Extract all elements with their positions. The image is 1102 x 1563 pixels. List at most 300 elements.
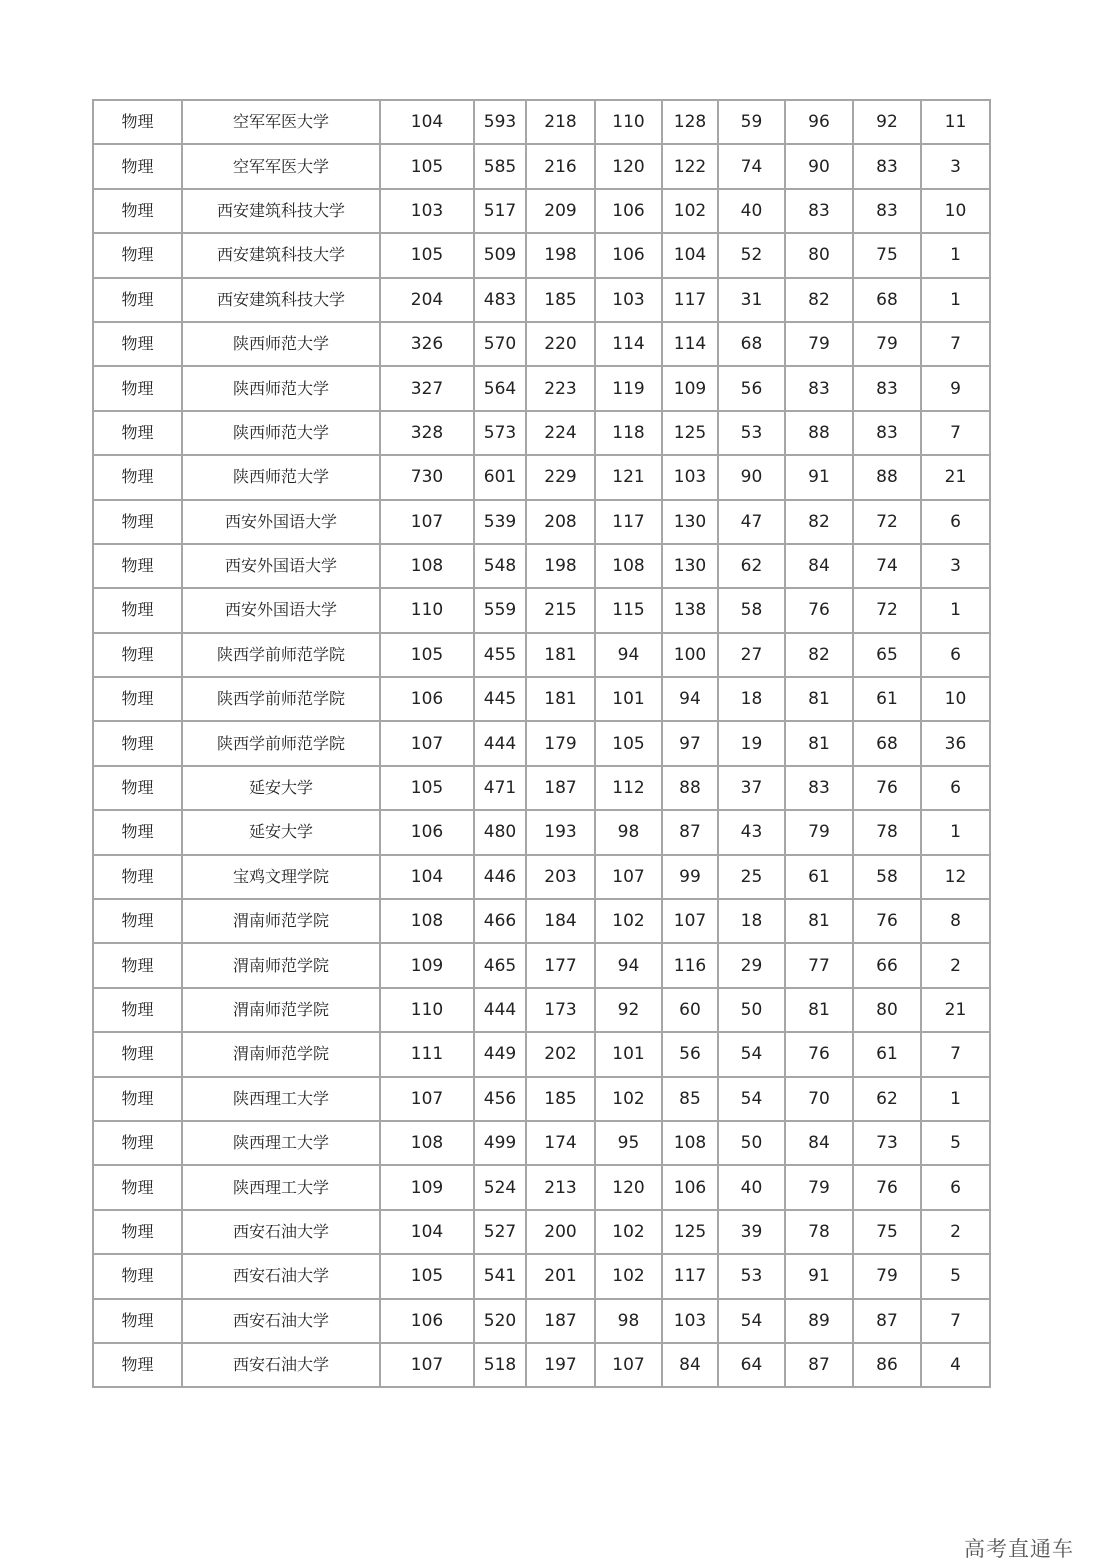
table-row [93, 322, 990, 366]
school-cell: 陕西学前师范学院 [182, 633, 380, 677]
school-cell: 陕西师范大学 [182, 366, 380, 410]
col-10-cell: 72 [853, 500, 921, 544]
table-row [93, 1343, 990, 1387]
table-row [93, 544, 990, 588]
col-7-cell: 117 [662, 1254, 718, 1298]
score-cell: 520 [474, 1299, 526, 1343]
col-8-cell: 18 [718, 899, 785, 943]
table-row [93, 677, 990, 721]
score-cell: 471 [474, 766, 526, 810]
col-6-cell: 106 [595, 233, 662, 277]
count-cell: 6 [921, 633, 990, 677]
subject-cell: 物理 [93, 189, 182, 233]
col-8-cell: 62 [718, 544, 785, 588]
col-7-cell: 125 [662, 411, 718, 455]
major-group-code-cell: 109 [380, 943, 474, 987]
col-8-cell: 54 [718, 1032, 785, 1076]
table-row [93, 100, 990, 144]
col-7-cell: 106 [662, 1165, 718, 1209]
col-5-cell: 213 [526, 1165, 595, 1209]
table-row [93, 233, 990, 277]
col-5-cell: 187 [526, 766, 595, 810]
col-10-cell: 76 [853, 766, 921, 810]
major-group-code-cell: 327 [380, 366, 474, 410]
score-cell: 601 [474, 455, 526, 499]
col-10-cell: 65 [853, 633, 921, 677]
table-row [93, 500, 990, 544]
col-10-cell: 79 [853, 1254, 921, 1298]
col-5-cell: 224 [526, 411, 595, 455]
col-5-cell: 184 [526, 899, 595, 943]
subject-cell: 物理 [93, 677, 182, 721]
score-cell: 480 [474, 810, 526, 854]
col-7-cell: 116 [662, 943, 718, 987]
table-row [93, 1210, 990, 1254]
col-6-cell: 108 [595, 544, 662, 588]
col-6-cell: 95 [595, 1121, 662, 1165]
count-cell: 5 [921, 1121, 990, 1165]
col-8-cell: 58 [718, 588, 785, 632]
col-9-cell: 88 [785, 411, 853, 455]
table-row [93, 810, 990, 854]
col-7-cell: 125 [662, 1210, 718, 1254]
col-10-cell: 73 [853, 1121, 921, 1165]
count-cell: 1 [921, 1077, 990, 1121]
table-row [93, 366, 990, 410]
school-cell: 西安石油大学 [182, 1343, 380, 1387]
watermark-text: 高考直通车 [964, 1537, 1074, 1561]
col-7-cell: 102 [662, 189, 718, 233]
col-7-cell: 128 [662, 100, 718, 144]
col-9-cell: 79 [785, 1165, 853, 1209]
score-cell: 456 [474, 1077, 526, 1121]
col-8-cell: 53 [718, 1254, 785, 1298]
col-9-cell: 82 [785, 278, 853, 322]
major-group-code-cell: 730 [380, 455, 474, 499]
col-9-cell: 91 [785, 1254, 853, 1298]
score-cell: 541 [474, 1254, 526, 1298]
col-9-cell: 83 [785, 366, 853, 410]
col-9-cell: 82 [785, 633, 853, 677]
col-8-cell: 90 [718, 455, 785, 499]
col-7-cell: 103 [662, 1299, 718, 1343]
table-row [93, 1077, 990, 1121]
col-9-cell: 84 [785, 544, 853, 588]
score-cell: 444 [474, 988, 526, 1032]
score-cell: 446 [474, 855, 526, 899]
col-7-cell: 122 [662, 144, 718, 188]
table-row [93, 455, 990, 499]
major-group-code-cell: 104 [380, 1210, 474, 1254]
table-row [93, 411, 990, 455]
col-6-cell: 115 [595, 588, 662, 632]
school-cell: 延安大学 [182, 810, 380, 854]
col-5-cell: 220 [526, 322, 595, 366]
major-group-code-cell: 105 [380, 1254, 474, 1298]
score-cell: 593 [474, 100, 526, 144]
col-8-cell: 56 [718, 366, 785, 410]
col-8-cell: 74 [718, 144, 785, 188]
col-8-cell: 29 [718, 943, 785, 987]
subject-cell: 物理 [93, 766, 182, 810]
col-6-cell: 102 [595, 899, 662, 943]
count-cell: 8 [921, 899, 990, 943]
col-6-cell: 102 [595, 1254, 662, 1298]
col-8-cell: 50 [718, 1121, 785, 1165]
col-5-cell: 198 [526, 233, 595, 277]
col-10-cell: 83 [853, 189, 921, 233]
subject-cell: 物理 [93, 899, 182, 943]
col-5-cell: 215 [526, 588, 595, 632]
col-7-cell: 87 [662, 810, 718, 854]
school-cell: 西安石油大学 [182, 1210, 380, 1254]
score-cell: 559 [474, 588, 526, 632]
count-cell: 7 [921, 322, 990, 366]
col-5-cell: 187 [526, 1299, 595, 1343]
subject-cell: 物理 [93, 1210, 182, 1254]
count-cell: 1 [921, 278, 990, 322]
major-group-code-cell: 110 [380, 988, 474, 1032]
col-5-cell: 202 [526, 1032, 595, 1076]
score-cell: 524 [474, 1165, 526, 1209]
col-5-cell: 229 [526, 455, 595, 499]
count-cell: 7 [921, 1299, 990, 1343]
subject-cell: 物理 [93, 1165, 182, 1209]
major-group-code-cell: 109 [380, 1165, 474, 1209]
count-cell: 9 [921, 366, 990, 410]
school-cell: 陕西师范大学 [182, 322, 380, 366]
major-group-code-cell: 108 [380, 1121, 474, 1165]
col-8-cell: 52 [718, 233, 785, 277]
col-5-cell: 185 [526, 1077, 595, 1121]
col-6-cell: 110 [595, 100, 662, 144]
major-group-code-cell: 326 [380, 322, 474, 366]
col-5-cell: 223 [526, 366, 595, 410]
col-8-cell: 19 [718, 721, 785, 765]
col-8-cell: 39 [718, 1210, 785, 1254]
table-row [93, 189, 990, 233]
col-10-cell: 76 [853, 899, 921, 943]
col-10-cell: 75 [853, 1210, 921, 1254]
subject-cell: 物理 [93, 500, 182, 544]
major-group-code-cell: 106 [380, 1299, 474, 1343]
col-9-cell: 76 [785, 1032, 853, 1076]
school-cell: 渭南师范学院 [182, 988, 380, 1032]
col-9-cell: 79 [785, 322, 853, 366]
col-10-cell: 83 [853, 411, 921, 455]
col-5-cell: 216 [526, 144, 595, 188]
table-row [93, 855, 990, 899]
col-10-cell: 72 [853, 588, 921, 632]
col-7-cell: 114 [662, 322, 718, 366]
col-9-cell: 78 [785, 1210, 853, 1254]
major-group-code-cell: 107 [380, 721, 474, 765]
score-cell: 573 [474, 411, 526, 455]
score-cell: 444 [474, 721, 526, 765]
col-9-cell: 81 [785, 677, 853, 721]
score-cell: 518 [474, 1343, 526, 1387]
table-row [93, 588, 990, 632]
col-9-cell: 83 [785, 766, 853, 810]
count-cell: 7 [921, 411, 990, 455]
subject-cell: 物理 [93, 100, 182, 144]
school-cell: 渭南师范学院 [182, 1032, 380, 1076]
subject-cell: 物理 [93, 322, 182, 366]
school-cell: 陕西师范大学 [182, 411, 380, 455]
count-cell: 3 [921, 144, 990, 188]
col-10-cell: 86 [853, 1343, 921, 1387]
subject-cell: 物理 [93, 1254, 182, 1298]
col-10-cell: 66 [853, 943, 921, 987]
col-6-cell: 105 [595, 721, 662, 765]
score-cell: 449 [474, 1032, 526, 1076]
school-cell: 渭南师范学院 [182, 899, 380, 943]
subject-cell: 物理 [93, 1121, 182, 1165]
table-row [93, 943, 990, 987]
col-9-cell: 89 [785, 1299, 853, 1343]
score-table-container [92, 99, 989, 1388]
subject-cell: 物理 [93, 1032, 182, 1076]
subject-cell: 物理 [93, 633, 182, 677]
table-row [93, 1254, 990, 1298]
col-9-cell: 96 [785, 100, 853, 144]
col-6-cell: 121 [595, 455, 662, 499]
col-5-cell: 177 [526, 943, 595, 987]
table-row [93, 144, 990, 188]
col-7-cell: 117 [662, 278, 718, 322]
col-6-cell: 98 [595, 810, 662, 854]
count-cell: 10 [921, 677, 990, 721]
major-group-code-cell: 107 [380, 500, 474, 544]
col-6-cell: 117 [595, 500, 662, 544]
col-5-cell: 179 [526, 721, 595, 765]
major-group-code-cell: 107 [380, 1077, 474, 1121]
col-8-cell: 25 [718, 855, 785, 899]
score-cell: 527 [474, 1210, 526, 1254]
major-group-code-cell: 105 [380, 144, 474, 188]
col-7-cell: 60 [662, 988, 718, 1032]
score-cell: 466 [474, 899, 526, 943]
major-group-code-cell: 106 [380, 677, 474, 721]
count-cell: 36 [921, 721, 990, 765]
major-group-code-cell: 204 [380, 278, 474, 322]
school-cell: 西安建筑科技大学 [182, 189, 380, 233]
score-cell: 499 [474, 1121, 526, 1165]
subject-cell: 物理 [93, 1343, 182, 1387]
count-cell: 6 [921, 766, 990, 810]
col-8-cell: 40 [718, 1165, 785, 1209]
col-9-cell: 91 [785, 455, 853, 499]
count-cell: 1 [921, 588, 990, 632]
col-10-cell: 83 [853, 144, 921, 188]
count-cell: 21 [921, 988, 990, 1032]
col-7-cell: 107 [662, 899, 718, 943]
col-9-cell: 61 [785, 855, 853, 899]
subject-cell: 物理 [93, 366, 182, 410]
col-5-cell: 197 [526, 1343, 595, 1387]
major-group-code-cell: 111 [380, 1032, 474, 1076]
col-5-cell: 174 [526, 1121, 595, 1165]
score-cell: 465 [474, 943, 526, 987]
score-cell: 539 [474, 500, 526, 544]
col-6-cell: 94 [595, 633, 662, 677]
subject-cell: 物理 [93, 544, 182, 588]
col-6-cell: 94 [595, 943, 662, 987]
col-6-cell: 103 [595, 278, 662, 322]
table-row [93, 1032, 990, 1076]
count-cell: 5 [921, 1254, 990, 1298]
col-10-cell: 78 [853, 810, 921, 854]
score-cell: 517 [474, 189, 526, 233]
col-6-cell: 106 [595, 189, 662, 233]
subject-cell: 物理 [93, 411, 182, 455]
col-7-cell: 108 [662, 1121, 718, 1165]
col-6-cell: 118 [595, 411, 662, 455]
col-8-cell: 64 [718, 1343, 785, 1387]
col-9-cell: 81 [785, 721, 853, 765]
col-9-cell: 83 [785, 189, 853, 233]
col-8-cell: 40 [718, 189, 785, 233]
col-10-cell: 83 [853, 366, 921, 410]
table-row [93, 899, 990, 943]
col-7-cell: 109 [662, 366, 718, 410]
table-row [93, 278, 990, 322]
col-10-cell: 61 [853, 677, 921, 721]
school-cell: 空军军医大学 [182, 144, 380, 188]
col-6-cell: 119 [595, 366, 662, 410]
major-group-code-cell: 328 [380, 411, 474, 455]
col-7-cell: 130 [662, 544, 718, 588]
table-row [93, 1165, 990, 1209]
col-8-cell: 43 [718, 810, 785, 854]
col-6-cell: 101 [595, 1032, 662, 1076]
col-10-cell: 79 [853, 322, 921, 366]
col-8-cell: 50 [718, 988, 785, 1032]
table-row [93, 721, 990, 765]
school-cell: 延安大学 [182, 766, 380, 810]
score-cell: 455 [474, 633, 526, 677]
col-7-cell: 103 [662, 455, 718, 499]
count-cell: 7 [921, 1032, 990, 1076]
count-cell: 6 [921, 500, 990, 544]
score-cell: 585 [474, 144, 526, 188]
col-8-cell: 37 [718, 766, 785, 810]
col-7-cell: 56 [662, 1032, 718, 1076]
col-5-cell: 201 [526, 1254, 595, 1298]
col-7-cell: 84 [662, 1343, 718, 1387]
col-10-cell: 61 [853, 1032, 921, 1076]
col-8-cell: 18 [718, 677, 785, 721]
major-group-code-cell: 104 [380, 100, 474, 144]
table-row [93, 1299, 990, 1343]
table-row [93, 1121, 990, 1165]
col-6-cell: 101 [595, 677, 662, 721]
col-9-cell: 79 [785, 810, 853, 854]
count-cell: 11 [921, 100, 990, 144]
col-10-cell: 76 [853, 1165, 921, 1209]
col-6-cell: 92 [595, 988, 662, 1032]
count-cell: 2 [921, 1210, 990, 1254]
col-5-cell: 185 [526, 278, 595, 322]
col-10-cell: 80 [853, 988, 921, 1032]
col-5-cell: 181 [526, 677, 595, 721]
col-7-cell: 104 [662, 233, 718, 277]
col-10-cell: 68 [853, 278, 921, 322]
school-cell: 西安外国语大学 [182, 588, 380, 632]
school-cell: 西安建筑科技大学 [182, 278, 380, 322]
col-10-cell: 92 [853, 100, 921, 144]
count-cell: 2 [921, 943, 990, 987]
col-5-cell: 181 [526, 633, 595, 677]
school-cell: 西安外国语大学 [182, 500, 380, 544]
subject-cell: 物理 [93, 721, 182, 765]
col-10-cell: 58 [853, 855, 921, 899]
col-5-cell: 203 [526, 855, 595, 899]
count-cell: 12 [921, 855, 990, 899]
col-9-cell: 81 [785, 988, 853, 1032]
table-row [93, 766, 990, 810]
col-10-cell: 62 [853, 1077, 921, 1121]
school-cell: 空军军医大学 [182, 100, 380, 144]
col-10-cell: 87 [853, 1299, 921, 1343]
col-6-cell: 120 [595, 1165, 662, 1209]
count-cell: 1 [921, 810, 990, 854]
col-9-cell: 90 [785, 144, 853, 188]
col-6-cell: 120 [595, 144, 662, 188]
col-9-cell: 70 [785, 1077, 853, 1121]
major-group-code-cell: 105 [380, 633, 474, 677]
col-7-cell: 94 [662, 677, 718, 721]
major-group-code-cell: 107 [380, 1343, 474, 1387]
major-group-code-cell: 105 [380, 233, 474, 277]
school-cell: 陕西理工大学 [182, 1165, 380, 1209]
col-6-cell: 102 [595, 1077, 662, 1121]
major-group-code-cell: 105 [380, 766, 474, 810]
col-5-cell: 208 [526, 500, 595, 544]
score-cell: 564 [474, 366, 526, 410]
col-9-cell: 84 [785, 1121, 853, 1165]
major-group-code-cell: 108 [380, 899, 474, 943]
col-8-cell: 54 [718, 1299, 785, 1343]
col-7-cell: 100 [662, 633, 718, 677]
col-9-cell: 82 [785, 500, 853, 544]
major-group-code-cell: 106 [380, 810, 474, 854]
table-body [93, 100, 990, 1387]
col-5-cell: 193 [526, 810, 595, 854]
col-5-cell: 198 [526, 544, 595, 588]
school-cell: 西安外国语大学 [182, 544, 380, 588]
col-7-cell: 97 [662, 721, 718, 765]
col-7-cell: 138 [662, 588, 718, 632]
col-8-cell: 68 [718, 322, 785, 366]
score-cell: 570 [474, 322, 526, 366]
col-8-cell: 59 [718, 100, 785, 144]
col-7-cell: 88 [662, 766, 718, 810]
col-10-cell: 74 [853, 544, 921, 588]
school-cell: 西安石油大学 [182, 1254, 380, 1298]
col-8-cell: 27 [718, 633, 785, 677]
school-cell: 陕西理工大学 [182, 1077, 380, 1121]
col-8-cell: 47 [718, 500, 785, 544]
col-7-cell: 99 [662, 855, 718, 899]
school-cell: 陕西师范大学 [182, 455, 380, 499]
school-cell: 渭南师范学院 [182, 943, 380, 987]
subject-cell: 物理 [93, 810, 182, 854]
subject-cell: 物理 [93, 1077, 182, 1121]
col-9-cell: 80 [785, 233, 853, 277]
col-5-cell: 218 [526, 100, 595, 144]
col-10-cell: 88 [853, 455, 921, 499]
